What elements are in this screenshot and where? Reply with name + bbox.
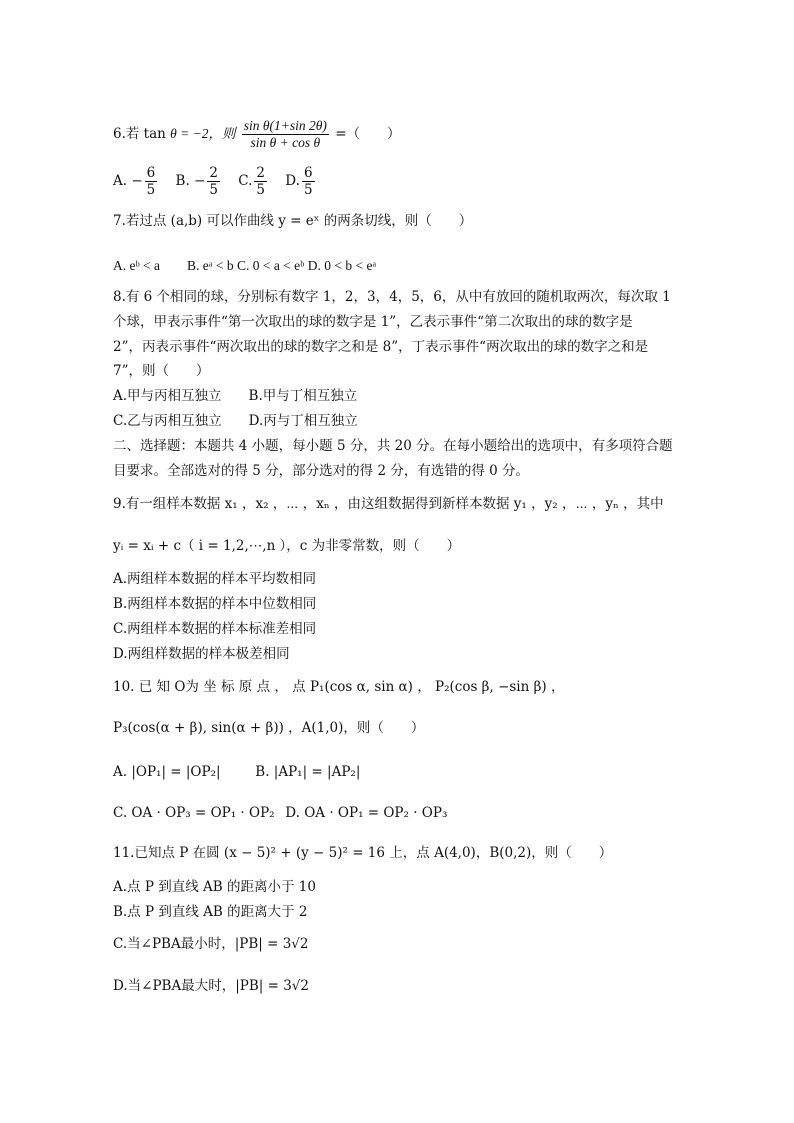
- q6-option-a-den: 5: [146, 182, 156, 198]
- q10-line-2: P₃(cos(α + β), sin(α + β)) ，A(1,0)，则（ ）: [113, 720, 425, 736]
- q8-line-1: 8.有 6 个相同的球，分别标有数字 1，2，3，4，5，6，从中有放回的随机取两次，每次取 1: [113, 289, 671, 305]
- q9-line-2: yᵢ = xᵢ + c（ i = 1,2,⋯,n ），c 为非零常数，则（ ）: [113, 538, 461, 554]
- q9-option-c: C.两组样本数据的样本标准差相同: [113, 621, 317, 637]
- section2-line-1: 二、选择题：本题共 4 小题，每小题 5 分，共 20 分。在每小题给出的选项中，有多项符合题: [113, 438, 673, 454]
- q6-fraction: [242, 118, 329, 151]
- q11-option-d: D.当∠PBA最大时，|PB| = 3√2: [113, 978, 309, 994]
- q9-option-b: B.两组样本数据的样本中位数相同: [113, 596, 317, 612]
- q6-option-c-num: 2: [256, 165, 265, 181]
- q6-stem: [113, 118, 401, 151]
- q10-options-ab: [113, 762, 360, 782]
- q10-option-d: D. OA · OP₁ = OP₂ · OP₃: [285, 805, 448, 821]
- q6-option-c-label: C.: [238, 173, 253, 189]
- q6-option-b-label: B. −: [175, 173, 206, 189]
- q6-option-c-den: 5: [256, 182, 265, 198]
- q11-option-a: A.点 P 到直线 AB 的距离小于 10: [113, 879, 316, 895]
- q6-option-b-den: 5: [209, 182, 218, 198]
- q6-stem-suffix: =（ ）: [335, 126, 401, 142]
- q8-options-ab: A.甲与丙相互独立 B.甲与丁相互独立: [113, 388, 358, 404]
- q8-line-2: 个球，甲表示事件“第一次取出的球的数字是 1”，乙表示事件“第二次取出的球的数字是: [113, 314, 633, 330]
- q10-option-a: A. |OP₁| = |OP₂|: [113, 764, 221, 780]
- q11-option-c: C.当∠PBA最小时，|PB| = 3√2: [113, 936, 309, 952]
- q8-line-4: 7”，则（ ）: [113, 363, 210, 379]
- q6-stem-prefix: 6.若 tan: [113, 126, 166, 142]
- q6-option-a-label: A. −: [113, 173, 143, 189]
- q10-option-c: C. OA · OP₃ = OP₁ · OP₂: [113, 805, 275, 821]
- q6-fraction-denominator: sin θ + cos θ: [250, 135, 321, 150]
- q6-options: [113, 165, 329, 198]
- q9-option-a: A.两组样本数据的样本平均数相同: [113, 571, 317, 587]
- q10-line-1: 10. 已 知 O为 坐 标 原 点 ， 点 P₁(cos α, sin α) ， P₂(cos β, −sin β) ，: [113, 679, 565, 695]
- q6-option-c: [238, 165, 269, 198]
- q11-option-b: B.点 P 到直线 AB 的距离大于 2: [113, 904, 308, 920]
- q10-options-cd: [113, 803, 447, 823]
- q7-stem: 7.若过点 (a,b) 可以作曲线 y = eˣ 的两条切线，则（ ）: [113, 213, 473, 229]
- q9-line-1: 9.有一组样本数据 x₁ ，x₂ ，⋯ ，xₙ ，由这组数据得到新样本数据 y₁ ，y₂ ，⋯ ，yₙ ，其中: [113, 496, 664, 512]
- section2-line-2: 目要求。全部选对的得 5 分，部分选对的得 2 分，有选错的得 0 分。: [113, 463, 530, 479]
- q6-option-b-num: 2: [209, 165, 218, 181]
- q6-option-d: [285, 165, 316, 198]
- q6-option-d-label: D.: [285, 173, 300, 189]
- q10-option-b: B. |AP₁| = |AP₂|: [255, 764, 361, 780]
- q6-option-d-num: 6: [303, 165, 313, 181]
- q6-stem-cond: θ = −2，则: [170, 126, 236, 141]
- q6-option-a-num: 6: [146, 165, 156, 181]
- q6-option-b: [176, 165, 222, 198]
- q6-option-a: [113, 165, 159, 198]
- q9-option-d: D.两组样数据的样本极差相同: [113, 646, 290, 662]
- q8-options-cd: C.乙与丙相互独立 D.丙与丁相互独立: [113, 413, 358, 429]
- q6-option-d-den: 5: [303, 182, 313, 198]
- q6-fraction-numerator: sin θ(1+sin 2θ): [243, 118, 327, 133]
- q7-options: A. eᵇ < a B. eᵃ < b C. 0 < a < eᵇ D. 0 < b < eᵃ: [113, 258, 377, 273]
- q11-stem: 11.已知点 P 在圆 (x − 5)² + (y − 5)² = 16 上，点 A(4,0)，B(0,2)，则（ ）: [113, 845, 613, 861]
- q8-line-3: 2”，丙表示事件“两次取出的球的数字之和是 8”，丁表示事件“两次取出的球的数字之和是: [113, 339, 649, 355]
